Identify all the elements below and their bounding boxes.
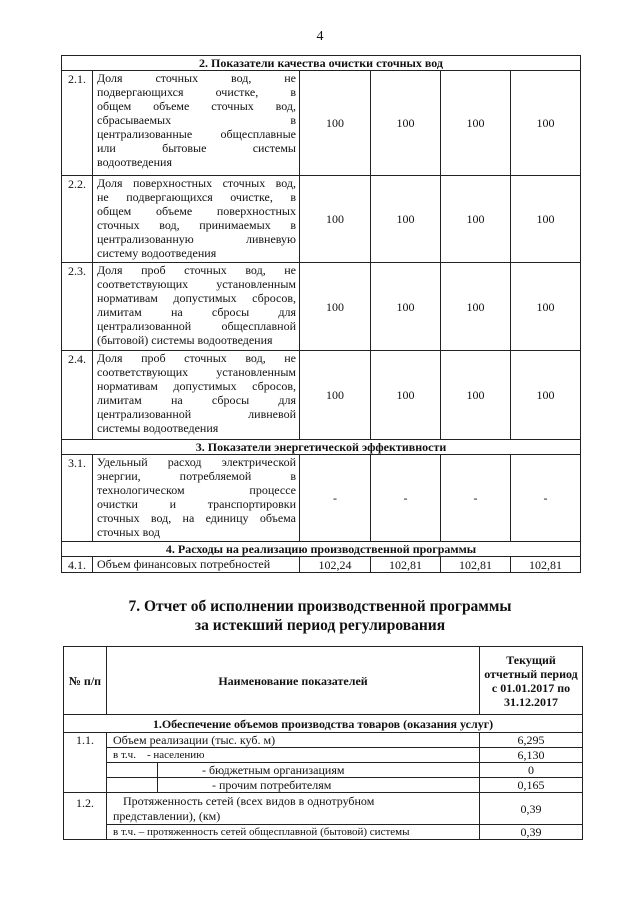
indicator-name-line: Объем финансовых потребностей [97,557,271,571]
indicator-name-line: общем объеме поверхностных [97,204,296,218]
table-row [62,557,581,573]
period-line-2: отчетный период [484,666,578,681]
table-header-row [64,647,583,715]
indicator-name [93,455,300,542]
col-header-num: № п/п [64,647,107,715]
blank-cell [107,778,158,793]
execution-report-table [63,646,583,840]
section-4-title: 4. Расходы на реализацию производственной программы [62,542,581,557]
indicator-value: 0,165 [480,778,583,793]
value-cell: 102,24 [300,557,371,573]
value-cell: 100 [300,351,371,440]
table-row [64,763,583,778]
period-line-1: Текущий [506,652,556,667]
indicator-name [107,793,480,825]
quality-indicators-table [61,55,581,573]
indicator-name-line: Доля проб сточных вод, не [97,263,296,277]
table-row [64,825,583,840]
indicator-name-line: централизованные общесплавные [97,127,296,141]
value-cell: 100 [511,176,581,263]
row-number: 1.1. [64,733,107,793]
indicator-value: 6,295 [480,733,583,748]
indicator-name-line: централизованной общесплавной [97,319,296,333]
indicator-name-line: не подвергающихся очистке, в [97,190,296,204]
table-row [64,733,583,748]
indicator-name-line: соответствующих установленным [97,365,296,379]
value-cell: - [441,455,511,542]
row-number: 1.2. [64,793,107,840]
indicator-name-line: сточных вод [97,525,160,539]
indicator-name: в т.ч. – протяженность сетей общесплавной (бытовой) системы [107,825,480,840]
indicator-name-line: лимитам на сбросы для [97,305,296,319]
section-header-row [64,715,583,733]
indicator-value: 0,39 [480,793,583,825]
row-number: 2.4. [62,351,93,440]
indicator-name [93,557,300,573]
value-cell: 100 [441,176,511,263]
value-cell: 100 [371,176,441,263]
indicator-name-line: очистки и транспортировки [97,497,296,511]
indicator-name-line: лимитам на сбросы для [97,393,296,407]
indicator-value: 6,130 [480,748,583,763]
table-row [62,71,581,176]
row-number: 2.1. [62,71,93,176]
value-cell: 100 [371,351,441,440]
indicator-name: Объем реализации (тыс. куб. м) [107,733,480,748]
indicator-name-line-1: Протяженность сетей (всех видов в однотрубном [123,793,375,808]
value-cell: 102,81 [511,557,581,573]
indicator-name [93,71,300,176]
value-cell: 102,81 [371,557,441,573]
value-cell: - [300,455,371,542]
col-header-name: Наименование показателей [107,647,480,715]
indicator-name: - бюджетным организациям [158,763,480,778]
report-heading-line-1: 7. Отчет об исполнении производственной программы [128,598,512,615]
indicator-name-line: нормативам допустимых сбросов, [97,291,296,305]
indicator-name-line: систему водоотведения [97,246,217,260]
indicator-name-line: соответствующих установленным [97,277,296,291]
value-cell: - [511,455,581,542]
row-number: 3.1. [62,455,93,542]
section-header-row [62,440,581,455]
section-header-row [62,542,581,557]
section-1-title: 1.Обеспечение объемов производства товаров (оказания услуг) [64,715,583,733]
indicator-name-line: энергии, потребляемой в [97,469,296,483]
indicator-name: - прочим потребителям [158,778,480,793]
indicator-name-line-2: представлении), (км) [113,808,221,823]
report-heading [0,597,640,635]
indicator-name-line: или бытовые системы [97,141,296,155]
section-3-title: 3. Показатели энергетической эффективности [62,440,581,455]
indicator-name [93,263,300,351]
indicator-name-line: Доля сточных вод, не [97,71,296,85]
indicator-name-line: общем объеме сточных вод, [97,99,296,113]
table-row [62,263,581,351]
indicator-name-line: Доля проб сточных вод, не [97,351,296,365]
value-cell: 100 [511,263,581,351]
blank-cell [107,763,158,778]
value-cell: 100 [371,71,441,176]
value-cell: 100 [511,351,581,440]
indicator-subname: - населению [146,749,205,761]
indicator-name-line: централизованную ливневую [97,232,296,246]
indicator-name [107,748,480,763]
value-cell: 100 [441,71,511,176]
row-number: 4.1. [62,557,93,573]
indicator-name-line: водоотведения [97,155,172,169]
value-cell: 100 [441,351,511,440]
table-row [62,351,581,440]
indicator-name-line: технологическом процессе [97,483,296,497]
indicator-name-line: Удельный расход электрической [97,455,296,469]
page-number: 4 [316,29,324,44]
value-cell: 102,81 [441,557,511,573]
table-row [64,778,583,793]
table-row [62,176,581,263]
indicator-prefix: в т.ч. [113,749,136,761]
period-line-4: 31.12.2017 [504,694,559,709]
indicator-name-line: Доля поверхностных сточных вод, [97,176,296,190]
indicator-name [93,351,300,440]
indicator-name-line: (бытовой) системы водоотведения [97,333,273,347]
indicator-name [93,176,300,263]
value-cell: - [371,455,441,542]
value-cell: 100 [300,176,371,263]
report-heading-line-2: за истекший период регулирования [194,617,446,634]
value-cell: 100 [441,263,511,351]
row-number: 2.2. [62,176,93,263]
table-row [64,748,583,763]
indicator-name-line: сбрасываемых в [97,113,296,127]
section-header-row [62,56,581,71]
indicator-name-line: системы водоотведения [97,421,219,435]
value-cell: 100 [300,71,371,176]
indicator-name-line: централизованной ливневой [97,407,296,421]
indicator-name-line: подвергающихся очистке, в [97,85,296,99]
value-cell: 100 [371,263,441,351]
value-cell: 100 [300,263,371,351]
col-header-period [480,647,583,715]
indicator-name-line: сточных вод, на единицу объема [97,511,296,525]
period-line-3: с 01.01.2017 по [491,680,571,695]
section-2-title: 2. Показатели качества очистки сточных вод [62,56,581,71]
indicator-value: 0,39 [480,825,583,840]
indicator-name-line: нормативам допустимых сбросов, [97,379,296,393]
table-row [64,793,583,825]
row-number: 2.3. [62,263,93,351]
indicator-value: 0 [480,763,583,778]
indicator-name-line: сточных вод, принимаемых в [97,218,296,232]
value-cell: 100 [511,71,581,176]
table-row [62,455,581,542]
